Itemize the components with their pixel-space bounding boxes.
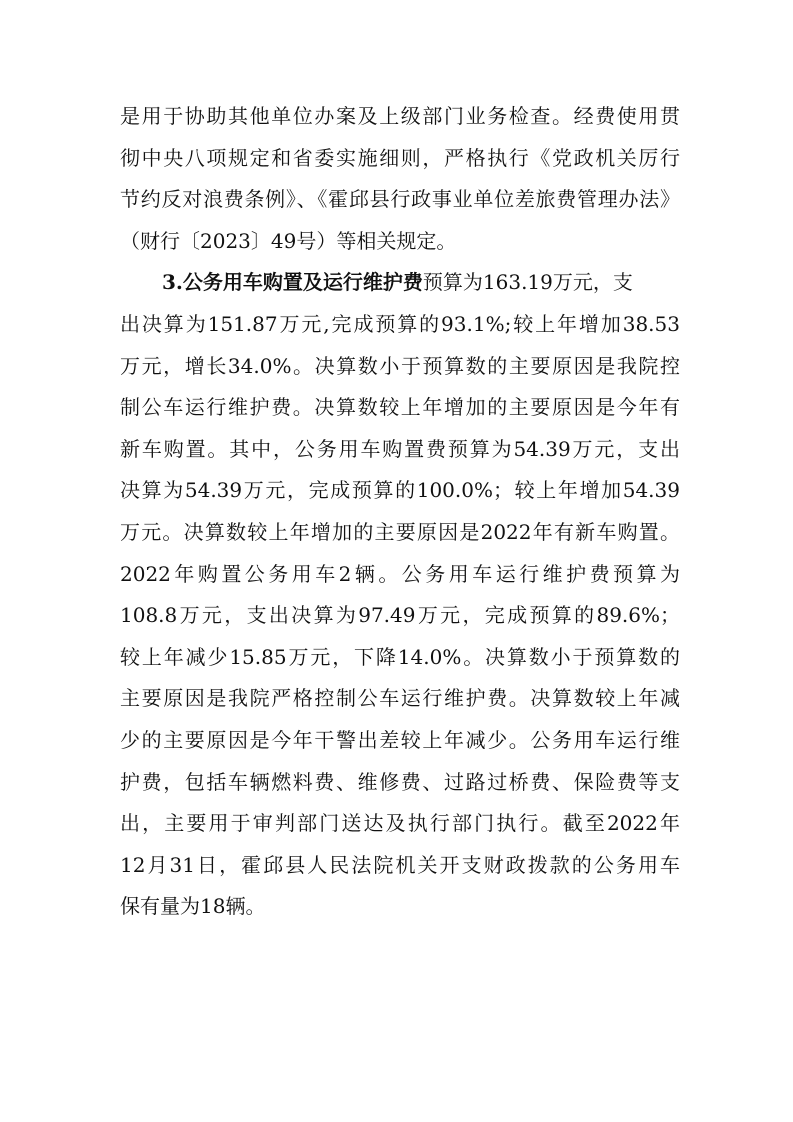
section-heading-line [120, 262, 680, 304]
text-line: 少的主要原因是今年干警出差较上年减少。公务用车运行维 [120, 727, 680, 752]
text-line: 新车购置。其中，公务用车购置费预算为54.39万元，支出 [120, 436, 680, 461]
text-line: 制公车运行维护费。决算数较上年增加的主要原因是今年有 [120, 395, 680, 420]
text-line: 较上年减少15.85万元，下降14.0%。决算数小于预算数的 [120, 644, 680, 669]
body-text [120, 96, 680, 928]
section-heading-text: 预算为163.19万元，支 [422, 270, 633, 295]
text-line: 108.8万元，支出决算为97.49万元，完成预算的89.6%； [120, 603, 680, 628]
section-heading: 3.公务用车购置及运行维护费 [162, 270, 423, 295]
text-line: 万元。决算数较上年增加的主要原因是2022年有新车购置。 [120, 519, 680, 544]
text-line: 12月31日，霍邱县人民法院机关开支财政拨款的公务用车 [120, 852, 680, 877]
text-line: 彻中央八项规定和省委实施细则，严格执行《党政机关厉行 [120, 145, 680, 170]
text-line: （财行〔2023〕49号）等相关规定。 [120, 228, 457, 253]
text-line: 节约反对浪费条例》、《霍邱县行政事业单位差旅费管理办法》 [120, 187, 680, 212]
text-line: 决算为54.39万元，完成预算的100.0%；较上年增加54.39 [120, 478, 680, 503]
text-line: 保有量为18辆。 [120, 894, 266, 919]
text-line: 主要原因是我院严格控制公车运行维护费。决算数较上年减 [120, 686, 680, 711]
text-line: 出决算为151.87万元,完成预算的93.1%;较上年增加38.53 [120, 311, 680, 336]
text-line: 是用于协助其他单位办案及上级部门业务检查。经费使用贯 [120, 104, 680, 128]
text-line: 护费，包括车辆燃料费、维修费、过路过桥费、保险费等支 [120, 769, 680, 794]
text-line: 2022年购置公务用车2辆。公务用车运行维护费预算为 [120, 561, 680, 586]
text-line: 出，主要用于审判部门送达及执行部门执行。截至2022年 [120, 811, 680, 836]
text-line: 万元，增长34.0%。决算数小于预算数的主要原因是我院控 [120, 353, 680, 378]
